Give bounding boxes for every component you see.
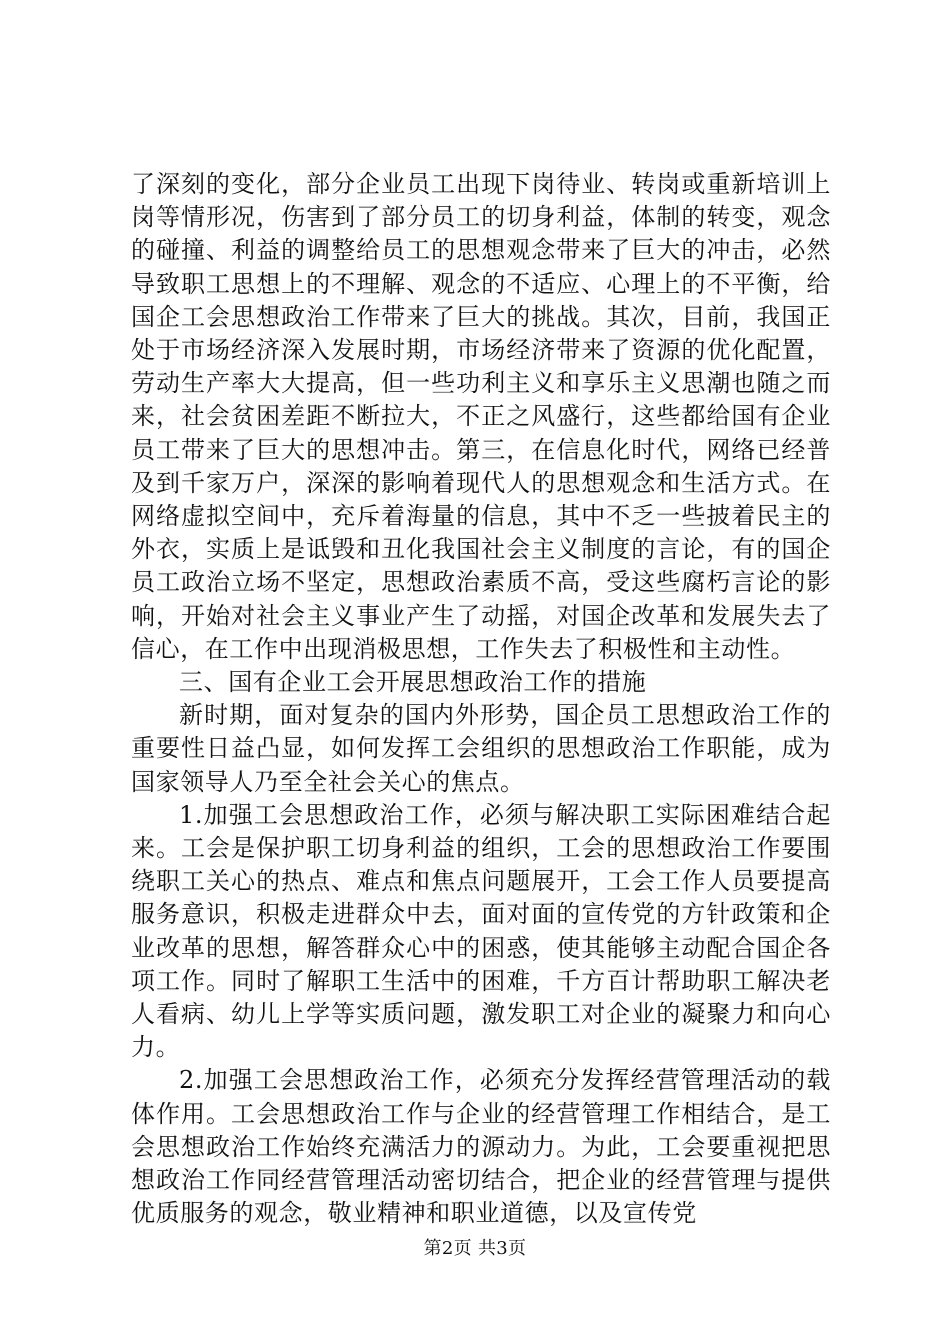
section-heading: 三、国有企业工会开展思想政治工作的措施	[179, 668, 647, 697]
paragraph-measure-2: 2.加强工会思想政治工作，必须充分发挥经营管理活动的载体作用。工会思想政治工作与企业的经营管理工作相结合，是工会思想政治工作始终充满活力的源动力。为此，工会要重视把思想政治工作同经营管理活动密切结合，把企业的经营管理与提供优质服务的观念，敬业精神和职业道德，以及宣传党	[131, 1066, 831, 1228]
paragraph-measure-1: 1.加强工会思想政治工作，必须与解决职工实际困难结合起来。工会是保护职工切身利益的组织，工会的思想政治工作要围绕职工关心的热点、难点和焦点问题展开，工会工作人员要提高服务意识，积极走进群众中去，面对面的宣传党的方针政策和企业改革的思想，解答群众心中的困惑，使其能够主动配合国企各项工作。同时了解职工生活中的困难，千方百计帮助职工解决老人看病、幼儿上学等实质问题，激发职工对企业的凝聚力和向心力。	[131, 800, 831, 1062]
document-body	[131, 168, 831, 1231]
paragraph-continuation: 了深刻的变化，部分企业员工出现下岗待业、转岗或重新培训上岗等情形况，伤害到了部分员工的切身利益，体制的转变，观念的碰撞、利益的调整给员工的思想观念带来了巨大的冲击，必然导致职工思想上的不理解、观念的不适应、心理上的不平衡，给国企工会思想政治工作带来了巨大的挑战。其次，目前，我国正处于市场经济深入发展时期，市场经济带来了资源的优化配置，劳动生产率大大提高，但一些功利主义和享乐主义思潮也随之而来，社会贫困差距不断拉大，不正之风盛行，这些都给国有企业员工带来了巨大的思想冲击。第三，在信息化时代，网络已经普及到千家万户，深深的影响着现代人的思想观念和生活方式。在网络虚拟空间中，充斥着海量的信息，其中不乏一些披着民主的外衣，实质上是诋毁和丑化我国社会主义制度的言论，有的国企员工政治立场不坚定，思想政治素质不高，受这些腐朽言论的影响，开始对社会主义事业产生了动摇，对国企改革和发展失去了信心，在工作中出现消极思想，工作失去了积极性和主动性。	[131, 170, 831, 663]
paragraph-intro: 新时期，面对复杂的国内外形势，国企员工思想政治工作的重要性日益凸显，如何发挥工会组织的思想政治工作职能，成为国家领导人乃至全社会关心的焦点。	[131, 701, 831, 796]
page-number-footer: 第2页 共3页	[423, 1238, 527, 1259]
